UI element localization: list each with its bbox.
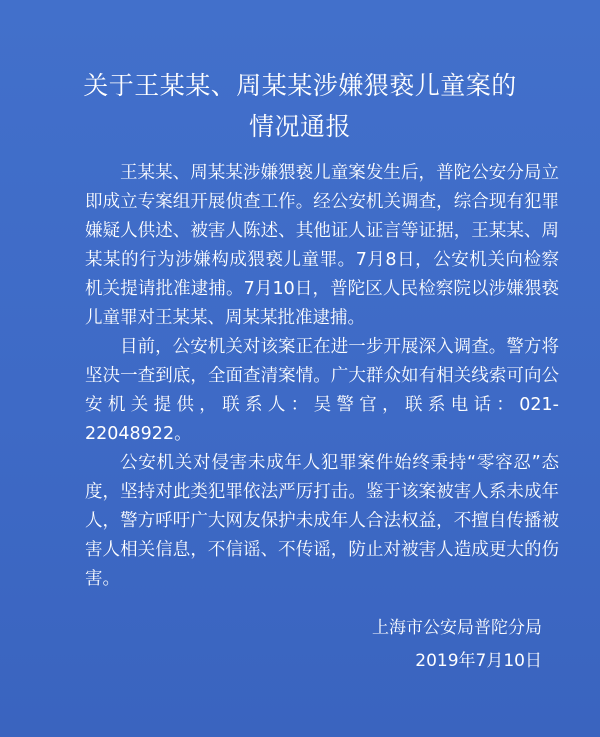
notice-title-line-1: 关于王某某、周某某涉嫌猥亵儿童案的 [83, 71, 517, 100]
notice-paragraph-2: 目前，公安机关对该案正在进一步开展深入调查。警方将坚决一查到底，全面查清案情。广大群众如有相关线索可向公安机关提供，联系人：吴警官，联系电话：021-22048922。 [85, 337, 559, 444]
notice-paragraph-1: 王某某、周某某涉嫌猥亵儿童案发生后，普陀公安分局立即成立专案组开展侦查工作。经公安机关调查，综合现有犯罪嫌疑人供述、被害人陈述、其他证人证言等证据，王某某、周某某的行为涉嫌构成猥亵儿童罪。7月8日，公安机关向检察机关提请批准逮捕。7月10日，普陀区人民检察院以涉嫌猥亵儿童罪对王某某、周某某批准逮捕。 [85, 163, 559, 328]
notice-body [85, 159, 559, 594]
signature-date: 2019年7月10日 [415, 651, 542, 671]
notice-paragraph-3: 公安机关对侵害未成年人犯罪案件始终秉持“零容忍”态度，坚持对此类犯罪依法严厉打击。鉴于该案被害人系未成年人，警方呼吁广大网友保护未成年人合法权益，不擅自传播被害人相关信息，不信谣、不传谣，防止对被害人造成更大的伤害。 [85, 453, 559, 589]
notice-title-line-2: 情况通报 [248, 112, 351, 141]
signature-organization: 上海市公安局普陀分局 [372, 618, 542, 638]
